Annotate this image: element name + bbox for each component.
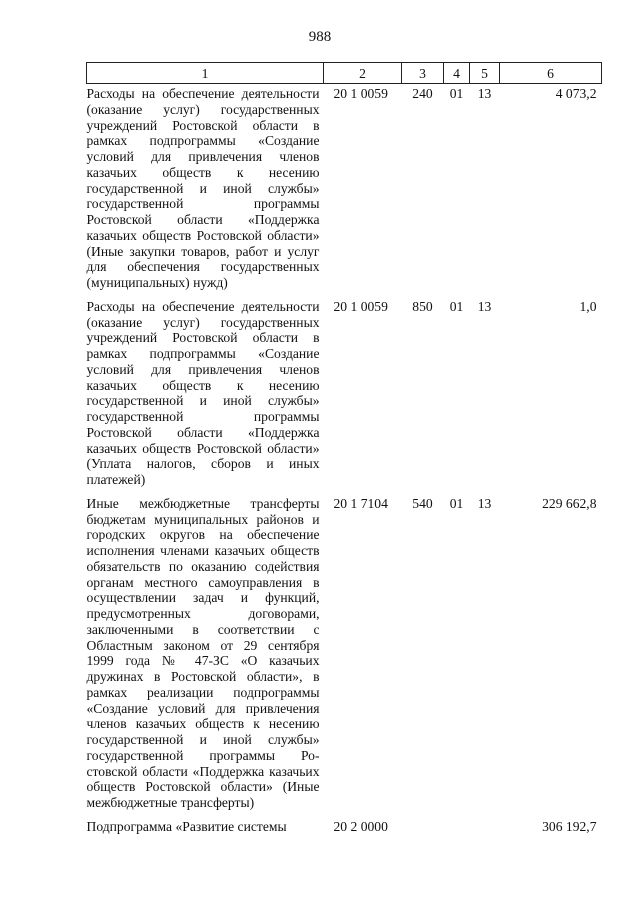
row-expense-type: [402, 811, 444, 835]
row-subsection: [470, 811, 500, 835]
row-subsection: 13: [477, 495, 492, 511]
row-expense-type: 850: [412, 298, 433, 314]
row-target-code: 20 1 7104: [333, 495, 388, 511]
row-amount: 306 192,7: [542, 818, 597, 834]
header-col-1: 1: [87, 63, 324, 84]
row-description: Подпрограмма «Развитие системы: [86, 818, 287, 834]
row-target-code: 20 2 0000: [333, 818, 388, 834]
table-row: [87, 811, 602, 835]
header-col-5: 5: [470, 63, 500, 84]
row-amount: 1,0: [579, 298, 597, 314]
page-number: 988: [308, 29, 332, 45]
table-row: [87, 488, 602, 811]
row-subsection: 13: [477, 298, 492, 314]
row-expense-type: 540: [412, 495, 433, 511]
row-expense-type: 240: [412, 86, 433, 101]
row-amount: 4 073,2: [555, 86, 597, 101]
row-target-code: 20 1 0059: [333, 86, 388, 101]
row-description: Иные межбюджетные трансферты бюджетам муниципальных районов и городских округов на обеспечение исполнения членами казачьих обществ обязательств по оказанию содействия органам местного самоуправления в осуществлении задач и функций, предусмотренных договорами, заключенными в соответствии с Областным законом от 29 сентября 1999 года № 47-ЗС «О казачьих дружинах в Ростовской области», в рамках реализации подпрограммы «Создание условий для привлечения членов казачьих обществ к несению государственной и иной службы» государственной программы Ростовской области «Поддержка казачьих обществ Ростовской области» (Иные межбюджетные трансферты): [86, 495, 320, 810]
table-row: [87, 291, 602, 488]
header-col-2: 2: [324, 63, 402, 84]
table-row: [87, 84, 602, 291]
row-section: [444, 811, 470, 835]
row-description: Расходы на обеспечение деятельности (оказание услуг) государственных учреждений Ростовской области в рамках подпрограммы «Создание условий для привлечения членов казачьих обществ к несению государственной и иной службы» государственной программы Ростовской области «Поддержка казачьих обществ Ростовской области» (Иные закупки товаров, работ и услуг для обеспечения государственных (муниципальных) нужд): [86, 86, 320, 290]
row-section: 01: [449, 86, 464, 101]
row-target-code: 20 1 0059: [333, 298, 388, 314]
table-header: [87, 63, 602, 84]
row-section: 01: [449, 298, 464, 314]
table-body: [87, 84, 602, 835]
header-col-4: 4: [444, 63, 470, 84]
header-col-3: 3: [402, 63, 444, 84]
budget-table: [86, 62, 602, 835]
header-col-6: 6: [500, 63, 602, 84]
row-subsection: 13: [477, 86, 492, 101]
row-section: 01: [449, 495, 464, 511]
header-row: [87, 63, 602, 84]
row-description: Расходы на обеспечение деятельности (оказание услуг) государственных учреждений Ростовской области в рамках подпрограммы «Создание условий для привлечения членов казачьих обществ к несению государственной и иной службы» государственной программы Ростовской области «Поддержка казачьих обществ Ростовской области» (Уплата налогов, сборов и иных платежей): [86, 298, 320, 487]
row-amount: 229 662,8: [542, 495, 597, 511]
